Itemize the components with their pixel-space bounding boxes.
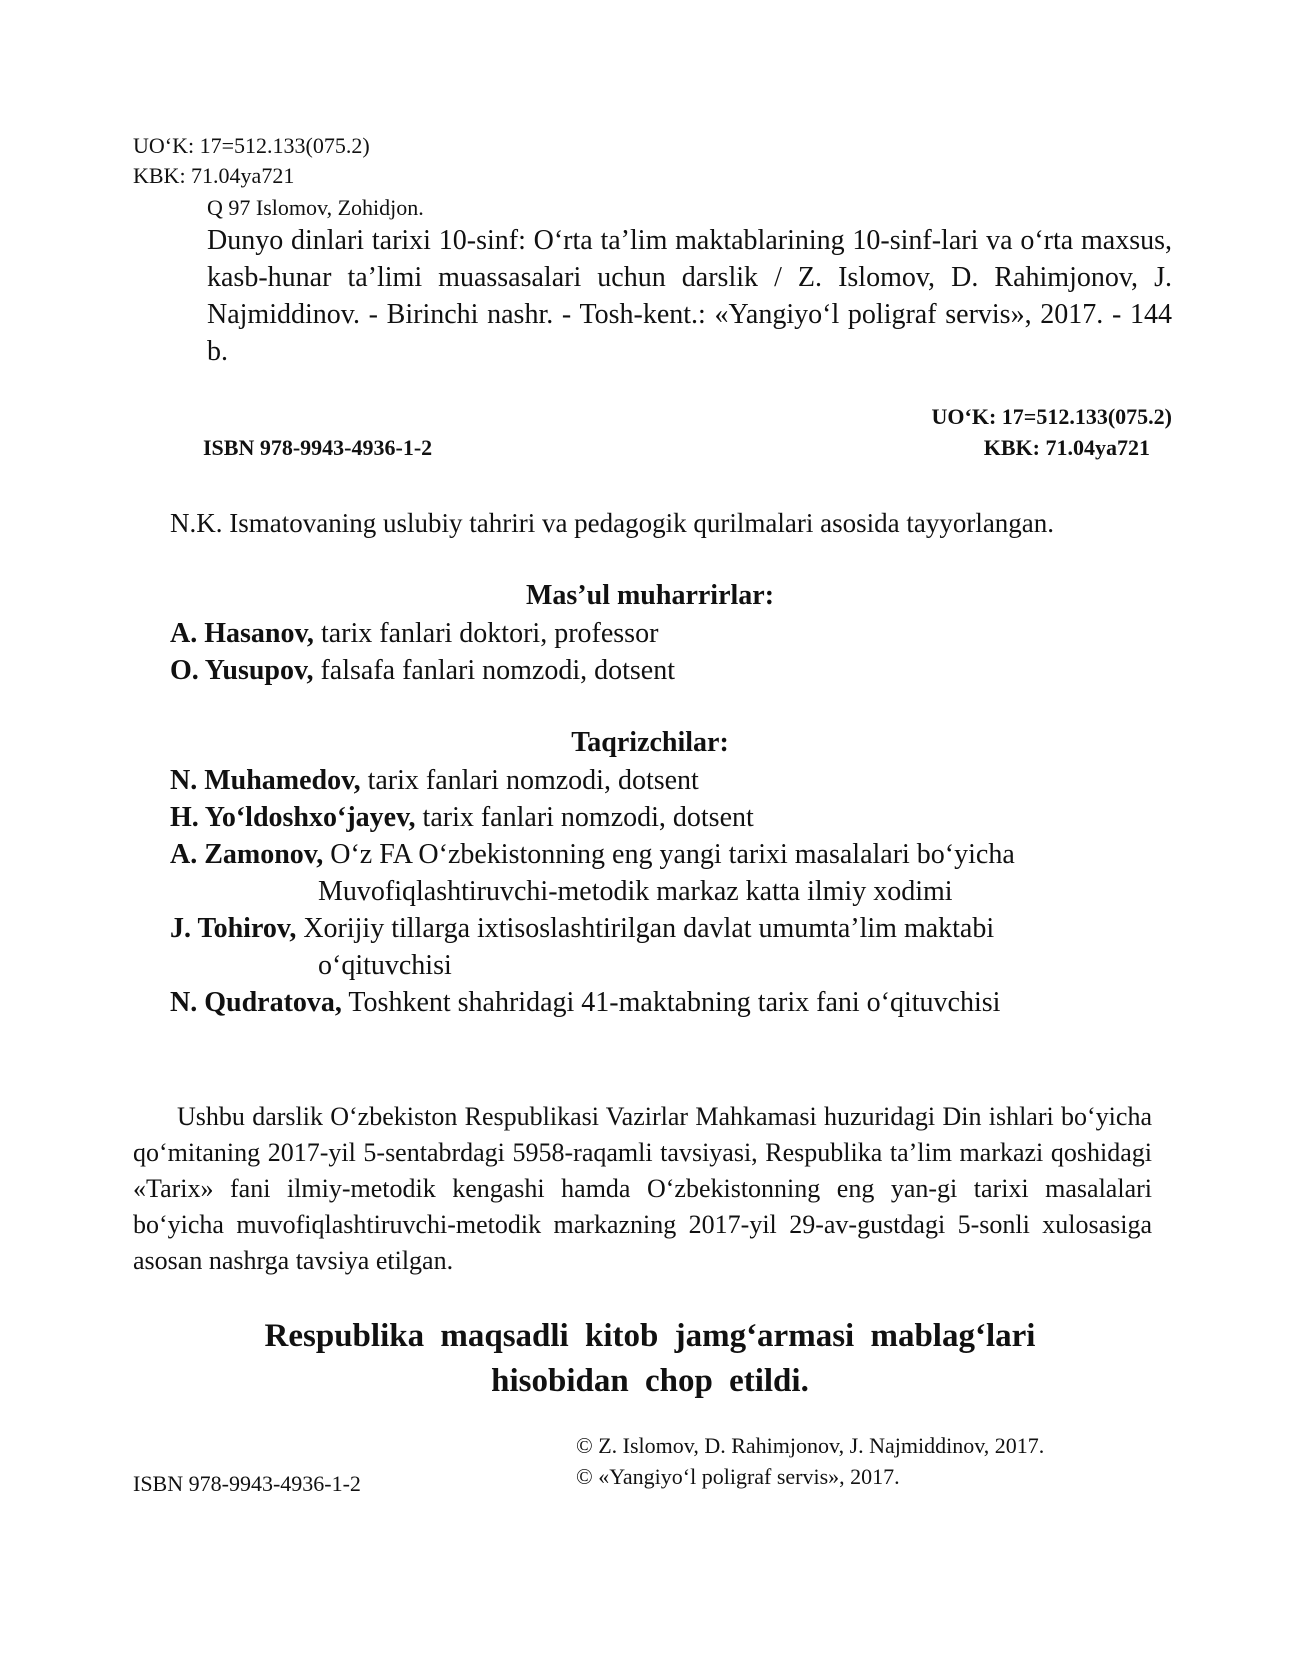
recommendation-paragraph: Ushbu darslik O‘zbekiston Respublikasi Vazirlar Mahkamasi huzuridagi Din ishlari bo‘yicha qo‘mitaning 2017-yil 5-sentabrdagi 5958-raqamli tavsiyasi, Respublika ta’lim markazi qoshidagi «Tarix» fani ilmiy-metodik kengashi hamda O‘zbekistonning eng yan-gi tarixi masalalari bo‘yicha muvofiqlashtiruvchi-metodik markazning 2017-yil 29-av-gustdagi 5-sonli xulosasiga asosan nashrga tavsiya etilgan. [133, 1102, 1152, 1275]
reviewer-entry: J. Tohirov, Xorijiy tillarga ixtisoslashtirilgan davlat umumta’lim maktabi [170, 913, 995, 944]
funding-line-1: Respublika maqsadli kitob jamg‘armasi mablag‘lari [264, 1318, 1036, 1354]
reviewer-entry-continuation: Muvofiqlashtiruvchi-metodik markaz katta ilmiy xodimi [318, 876, 953, 907]
reviewer-entry: A. Zamonov, O‘z FA O‘zbekistonning eng yangi tarixi masalalari bo‘yicha [170, 839, 1015, 870]
udk-code: UO‘K: 17=512.133(075.2) [133, 133, 370, 158]
editor-entry: A. Hasanov, tarix fanlari doktori, professor [170, 618, 659, 649]
bibliographic-description: Dunyo dinlari tarixi 10-sinf: O‘rta ta’lim maktablarining 10-sinf-lari va o‘rta maxsus, kasb-hunar ta’limi muassasalari uchun darslik / Z. Islomov, D. Rahimjonov, J. Najmiddinov. - Birinchi nashr. - Tosh-kent.: «Yangiyo‘l poligraf servis», 2017. - 144 b. [207, 225, 1172, 367]
footer-isbn: ISBN 978-9943-4936-1-2 [133, 1471, 361, 1496]
editors-heading: Mas’ul muharrirlar: [525, 580, 775, 611]
reviewer-entry: N. Muhamedov, tarix fanlari nomzodi, dotsent [170, 765, 699, 796]
reviewers-heading: Taqrizchilar: [571, 727, 729, 758]
udk-code-bold: UO‘K: 17=512.133(075.2) [931, 404, 1172, 429]
reviewer-entry: N. Qudratova, Toshkent shahridagi 41-maktabning tarix fani o‘qituvchisi [170, 987, 1001, 1018]
bbk-code: KBK: 71.04ya721 [133, 163, 295, 188]
copyright-authors: © Z. Islomov, D. Rahimjonov, J. Najmiddinov, 2017. [576, 1433, 1045, 1458]
reviewer-entry: H. Yo‘ldoshxo‘jayev, tarix fanlari nomzodi, dotsent [170, 802, 754, 833]
isbn-bold: ISBN 978-9943-4936-1-2 [203, 435, 433, 460]
bbk-code-bold: KBK: 71.04ya721 [983, 435, 1150, 460]
copyright-publisher: © «Yangiyo‘l poligraf servis», 2017. [576, 1464, 900, 1489]
reviewer-entry-continuation: o‘qituvchisi [318, 950, 452, 981]
funding-line-2: hisobidan chop etildi. [491, 1363, 809, 1399]
editor-entry: O. Yusupov, falsafa fanlari nomzodi, dotsent [170, 655, 676, 686]
author-heading: Q 97 Islomov, Zohidjon. [207, 195, 424, 220]
prepared-note: N.K. Ismatovaning uslubiy tahriri va pedagogik qurilmalari asosida tayyorlangan. [170, 508, 1055, 538]
